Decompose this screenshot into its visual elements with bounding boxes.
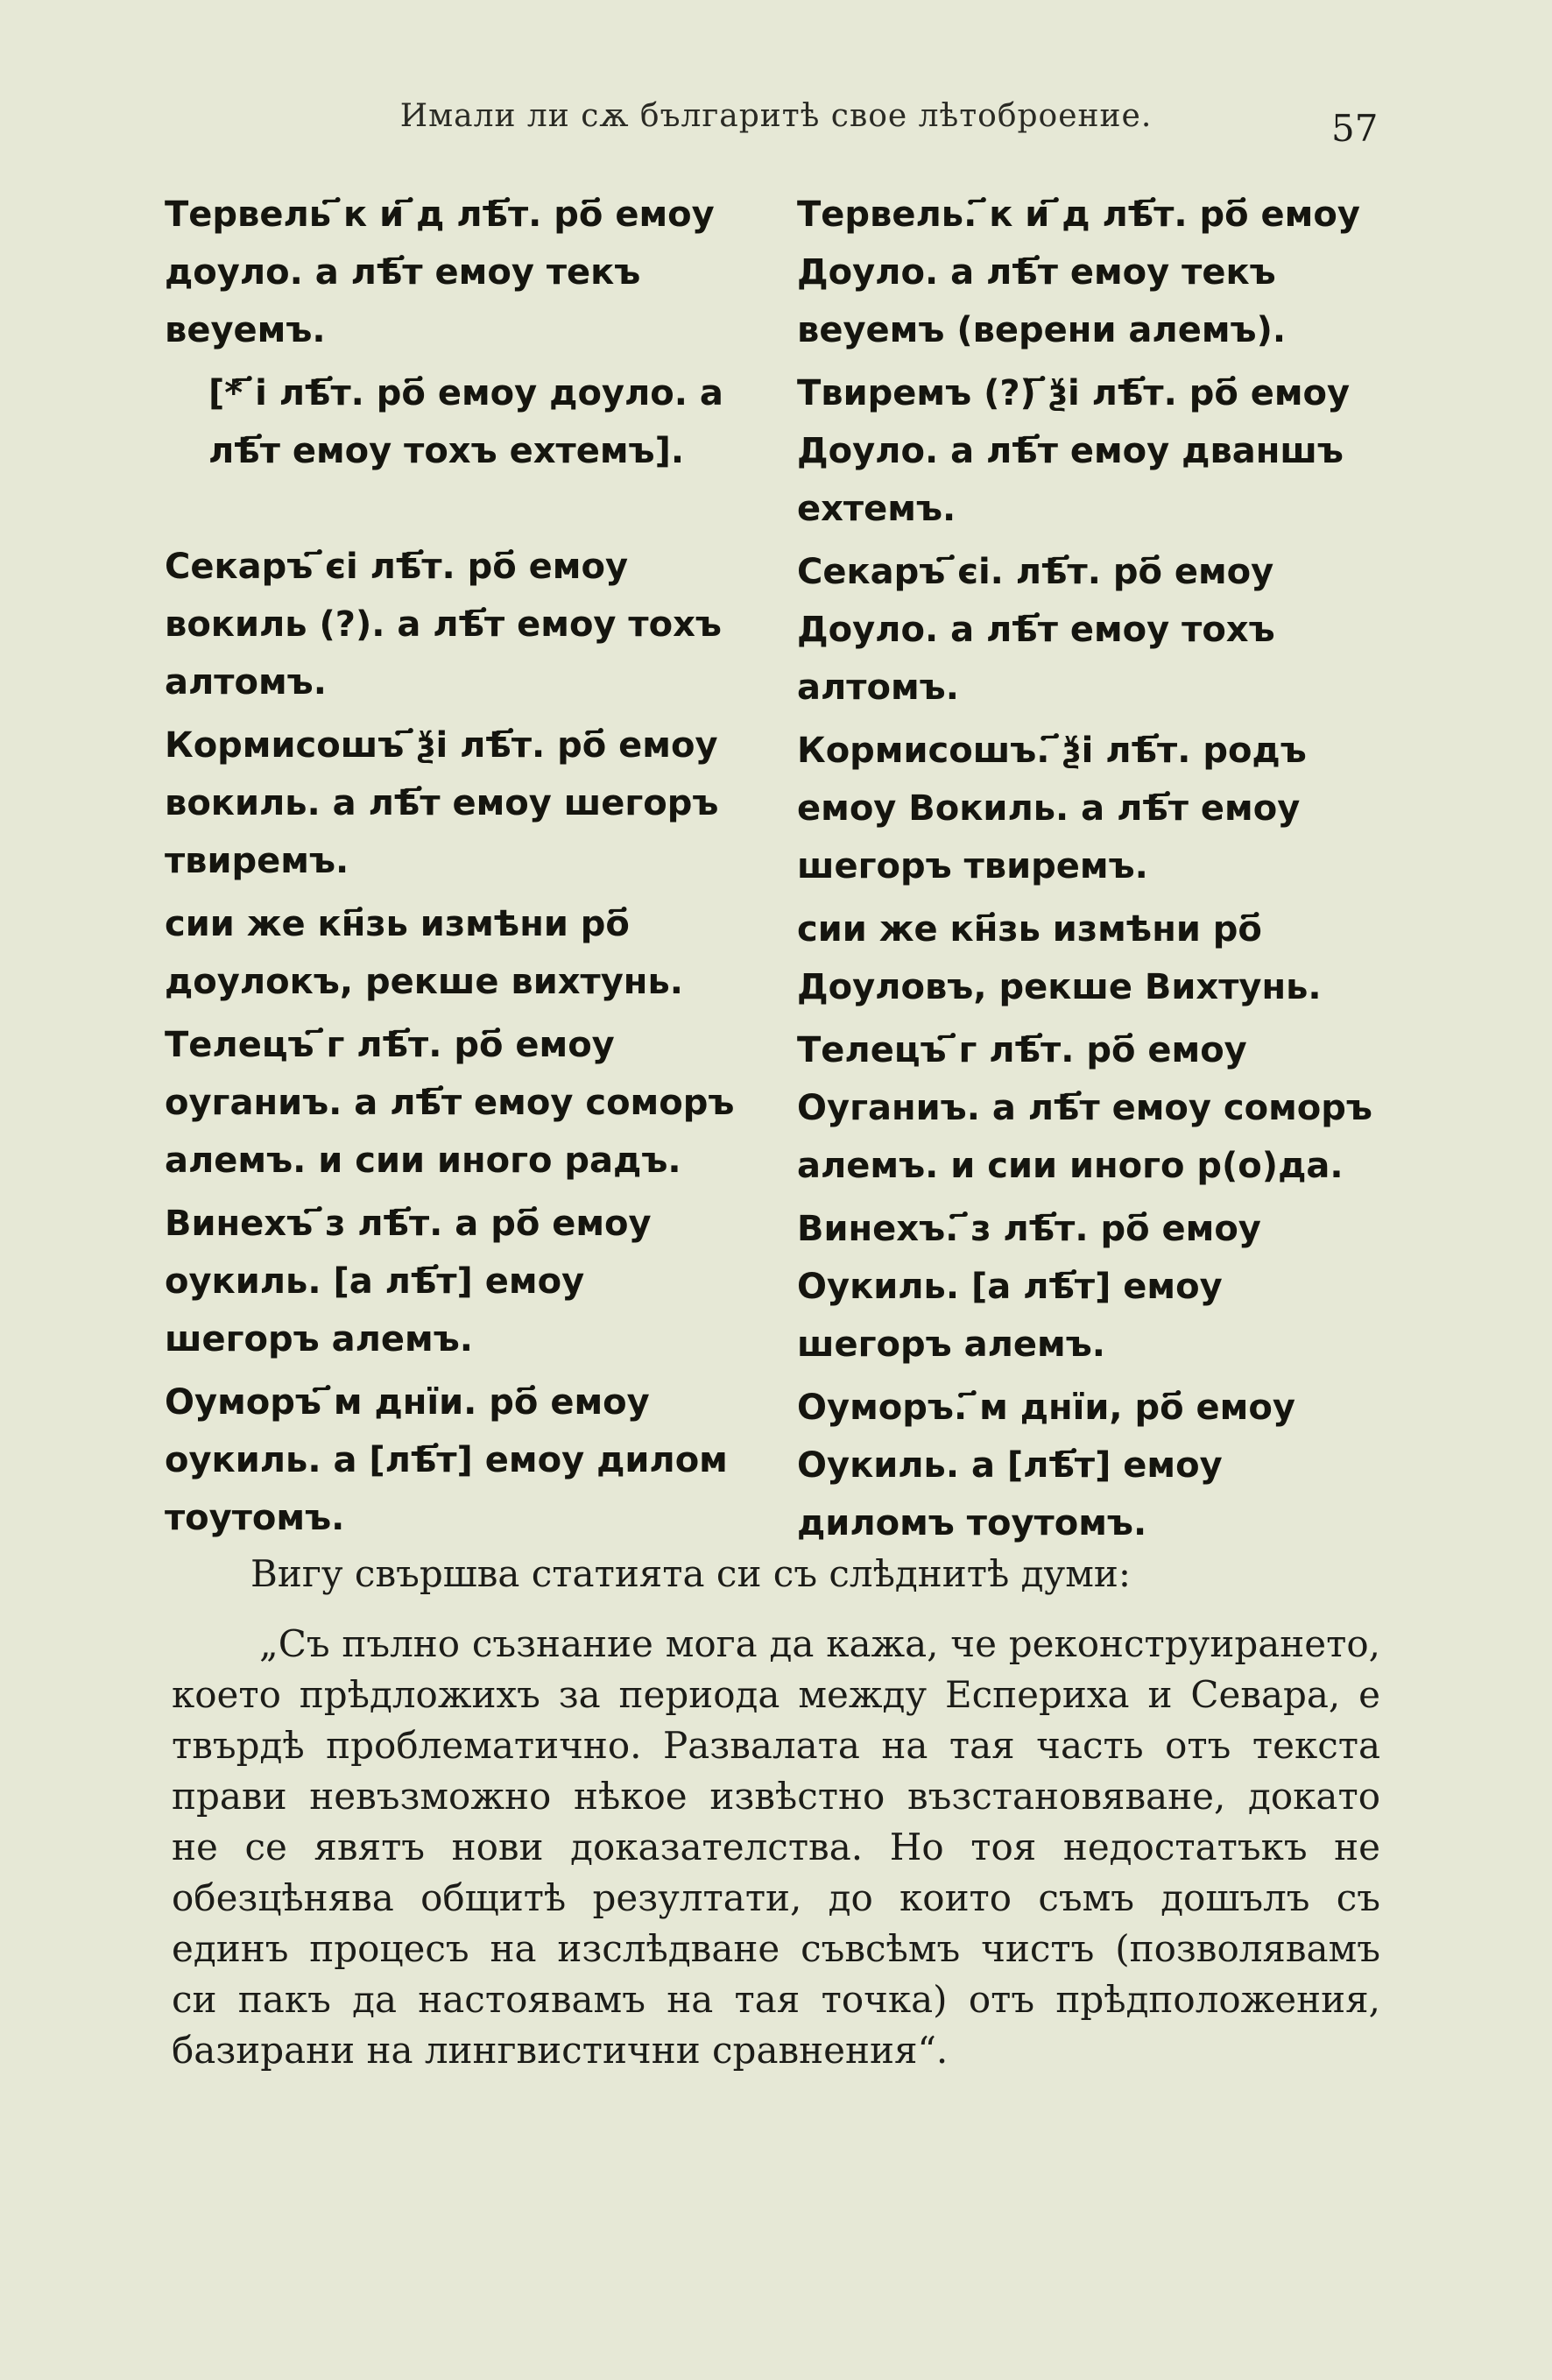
left-entry-umor: Оуморъ ҃м днїи. ро҃ емоу оукиль. а [лѣ҃т] емоу дилом тоутомъ. xyxy=(165,1382,728,1538)
right-entry-telets: Телецъ ҃г лѣ҃т. ро҃ емоу Оуганиъ. а лѣ҃т емоу соморъ алемъ. и сии иного р(о)да. xyxy=(797,1030,1372,1186)
right-entry-prince-change: сии же кн҃зь измѣни ро҃ Доуловъ, рекше Вихтунь. xyxy=(797,909,1322,1007)
page-number: 57 xyxy=(1331,107,1379,150)
left-entry-kormisosh: Кормисошъ ҃ѯі лѣ҃т. ро҃ емоу вокиль. а лѣ҃т емоу шегоръ твиремъ. xyxy=(165,725,719,881)
right-entry-umor: Оуморъ. ҃м днїи, ро҃ емоу Оукиль. а [лѣ҃т] емоу диломъ тоутомъ. xyxy=(797,1388,1295,1543)
running-title: Имали ли сѫ българитѣ свое лѣтоброение. xyxy=(399,98,1153,134)
right-entry-vinekh: Винехъ. ҃з лѣ҃т. ро҃ емоу Оукиль. [а лѣ҃т] емоу шегоръ алемъ. xyxy=(797,1209,1261,1365)
left-entry-prince-change: сии же кн҃зь измѣни ро҃ доулокъ, рекше вихтунь. xyxy=(165,904,683,1002)
quote-paragraph: „Съ пълно съзнание мога да кажа, че реконструирането, което прѣдложихъ за периода между Еспериха и Севара, е твърдѣ проблематично. Развалата на тая часть отъ текста прави невъзможно нѣкое извѣстно възстановяване, докато не се явятъ нови доказателства. Но тоя недостатъкъ не обезцѣнява общитѣ резултати, до които съмъ дошълъ съ единъ процесъ на изслѣдване съвсѣмъ чистъ (позволявамъ си пакъ да настоявамъ на тая точка) отъ прѣдположения, базирани на лингвистични сравнения“. xyxy=(172,1622,1380,2072)
right-column-text xyxy=(797,186,1382,1557)
left-entry-bracket-note: [* ҃і лѣ҃т. ро҃ емоу доуло. а лѣ҃т емоу тохъ ехтемъ]. xyxy=(208,373,723,471)
left-entry-vinekh: Винехъ ҃з лѣ҃т. а ро҃ емоу оукиль. [а лѣ҃т] емоу шегоръ алемъ. xyxy=(165,1204,652,1359)
left-entry-tervel: Тервель ҃к и ҃д лѣ҃т. ро҃ емоу доуло. а лѣ҃т емоу текъ веуемъ. xyxy=(165,194,715,350)
intro-sentence: Вигу свършва статията си съ слѣднитѣ думи: xyxy=(250,1552,1132,1595)
right-entry-kormisosh: Кормисошъ. ҃ѯі лѣ҃т. родъ емоу Вокиль. а лѣ҃т емоу шегоръ твиремъ. xyxy=(797,731,1307,886)
left-column-text xyxy=(165,186,743,1552)
right-entry-tvirem: Твиремъ (?) ҃ѯі лѣ҃т. ро҃ емоу Доуло. а лѣ҃т емоу дваншъ ехтемъ. xyxy=(797,373,1351,529)
left-entry-telets: Телецъ ҃г лѣ҃т. ро҃ емоу оуганиъ. а лѣ҃т емоу соморъ алемъ. и сии иного радъ. xyxy=(165,1025,735,1181)
left-gap xyxy=(165,485,743,538)
left-entry-sevar: Секаръ ҃єі лѣ҃т. ро҃ емоу вокиль (?). а лѣ҃т емоу тохъ алтомъ. xyxy=(165,547,722,703)
right-entry-sevar: Секаръ ҃єі. лѣ҃т. ро҃ емоу Доуло. а лѣ҃т емоу тохъ алтомъ. xyxy=(797,552,1275,708)
right-entry-tervel: Тервель. ҃к и ҃д лѣ҃т. ро҃ емоу Доуло. а лѣ҃т емоу текъ веуемъ (верени алемъ). xyxy=(797,194,1360,350)
